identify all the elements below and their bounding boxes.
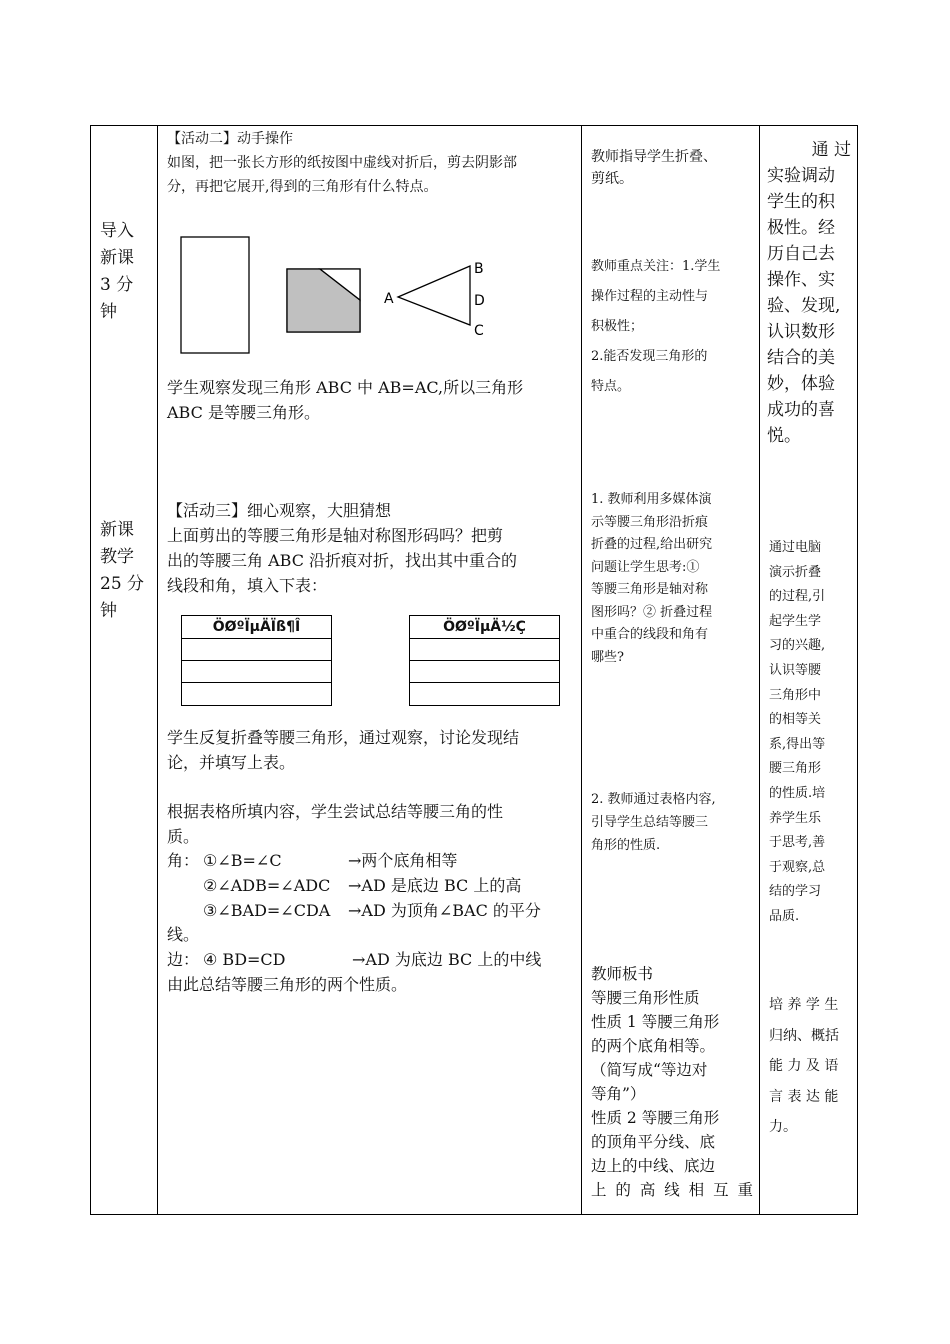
table-row — [410, 639, 559, 661]
activity3-question: 线段和角，填入下表： — [167, 576, 328, 595]
angle-property-1: ①∠B=∠C — [203, 851, 282, 870]
edge-property-conclusion: →AD 为底边 BC 上的中线 — [352, 950, 542, 969]
vertex-a-label: A — [384, 291, 394, 307]
angle-property-1-conclusion: →两个底角相等 — [348, 851, 458, 870]
summary-prompt: 根据表格所填内容，学生尝试总结等腰三角的性 — [167, 802, 504, 821]
angle-label: 角： — [167, 851, 200, 870]
stage-new-lesson: 新课 教学 25 分 钟 — [100, 520, 145, 621]
vertex-b-label: B — [474, 261, 484, 277]
fold-discussion: 学生反复折叠等腰三角形，通过观察，讨论发现结 — [167, 728, 520, 747]
angle-property-2-conclusion: →AD 是底边 BC 上的高 — [348, 876, 522, 895]
edge-property: ④ BD=CD — [203, 950, 286, 969]
angle-property-3-continued: 线。 — [167, 925, 200, 944]
point-d-label: D — [474, 293, 485, 309]
activity2-instruction: 分，再把它展开,得到的三角形有什么特点。 — [167, 179, 438, 195]
intent-experiment: 通 过 实验调动 学生的积 极性。经 历自己去 操作、实 验、发现, 认识数形 结合的美 妙，体验 成功的喜 悦。 — [767, 140, 851, 446]
overlapping-angles-table — [409, 615, 560, 706]
intent-summarize-ability: 培 养 学 生 归纳、概括 能 力 及 语 言 表 达 能 力。 — [769, 997, 839, 1135]
table-row — [182, 683, 331, 705]
activity3-title: 【活动三】细心观察，大胆猜想 — [167, 501, 392, 520]
stage-intro: 导入 新课 3 分 钟 — [100, 221, 134, 322]
teacher-guide: 教师指导学生折叠、 剪纸。 — [591, 149, 717, 187]
edge-label: 边： — [167, 950, 200, 969]
teacher-summary-guide: 2. 教师通过表格内容, 引导学生总结等腰三 角形的性质. — [591, 792, 716, 853]
conclusion-text: 由此总结等腰三角形的两个性质。 — [167, 975, 408, 994]
table-header: ÖØºÏµÄ½Ç — [410, 616, 559, 639]
teacher-blackboard: 教师板书 等腰三角形性质 性质 1 等腰三角形 的两个底角相等。 （简写成“等边对 等角”） 性质 2 等腰三角形 的顶角平分线、底 边上的中线、底边 上 的 高 线 相 互 重 — [591, 965, 753, 1199]
activity2-title: 【活动二】动手操作 — [167, 131, 293, 147]
activity2-observation: 学生观察发现三角形 ABC 中 AB=AC,所以三角形 — [167, 378, 524, 397]
overlapping-segments-table — [181, 615, 332, 706]
activity2-instruction: 如图，把一张长方形的纸按图中虚线对折后，剪去阴影部 — [167, 155, 517, 171]
angle-property-3: ③∠BAD=∠CDA — [203, 901, 331, 920]
fold-discussion: 论，并填写上表。 — [167, 753, 296, 772]
table-row — [182, 639, 331, 661]
teacher-focus: 教师重点关注：1.学生 操作过程的主动性与 积极性； 2.能否发现三角形的 特点。 — [591, 259, 721, 394]
angle-property-3-conclusion: →AD 为顶角∠BAC 的平分 — [348, 901, 541, 920]
intent-computer-demo: 通过电脑 演示折叠 的过程,引 起学生学 习的兴趣, 认识等腰 三角形中 的相等关 系,得出等 腰三角形 的性质.培 养学生乐 于思考,善 于观察,总 结的学习 品质. — [769, 540, 826, 924]
table-row — [182, 661, 331, 683]
column-divider — [759, 125, 760, 1215]
isosceles-triangle — [398, 266, 470, 325]
table-row — [410, 661, 559, 683]
table-row — [410, 683, 559, 705]
summary-prompt: 质。 — [167, 827, 200, 846]
vertex-c-label: C — [474, 323, 484, 339]
activity3-question: 出的等腰三角 ABC 沿折痕对折，找出其中重合的 — [167, 551, 518, 570]
column-divider — [581, 125, 582, 1215]
column-divider — [157, 125, 158, 1215]
table-header: ÖØºÏµÄÏß¶Î — [182, 616, 331, 639]
angle-property-2: ②∠ADB=∠ADC — [203, 876, 331, 895]
folding-figure — [170, 230, 510, 360]
teacher-multimedia: 1. 教师利用多媒体演 示等腰三角形沿折痕 折叠的过程,给出研究 问题让学生思考:① 等腰三角形是轴对称 图形吗？② 折叠过程 中重合的线段和角有 哪些? — [591, 492, 713, 665]
activity3-question: 上面剪出的等腰三角形是轴对称图形码吗？把剪 — [167, 526, 504, 545]
paper-rectangle — [181, 237, 249, 353]
activity2-observation: ABC 是等腰三角形。 — [167, 403, 320, 422]
